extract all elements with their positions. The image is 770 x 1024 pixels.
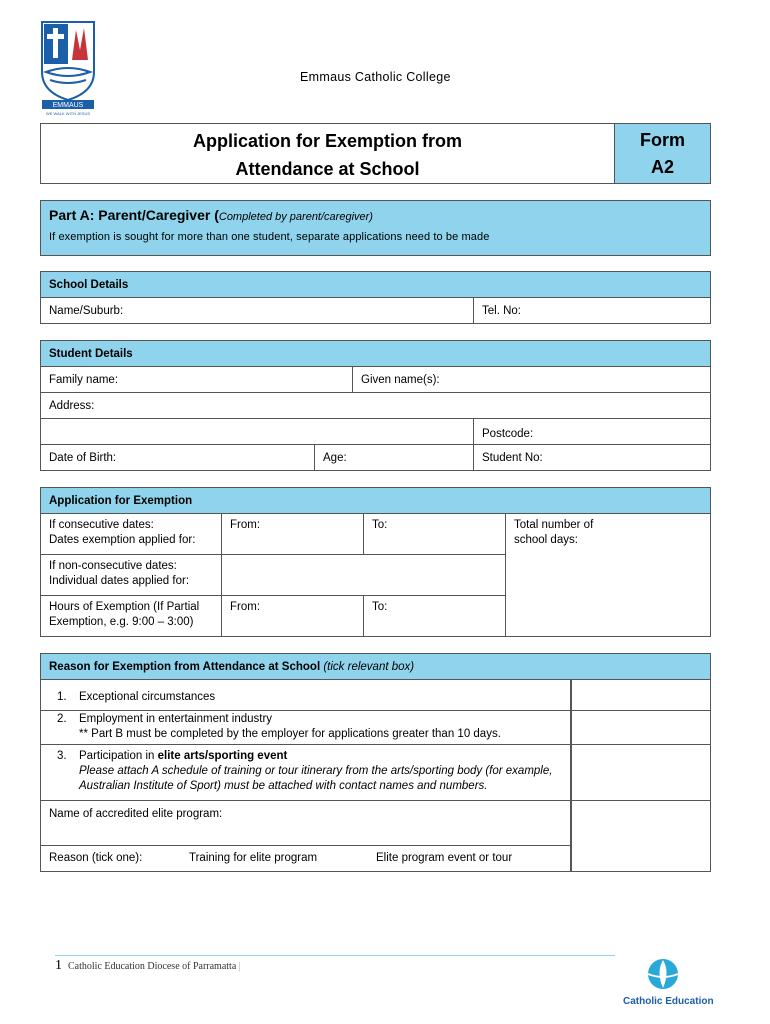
- reason-options: [40, 679, 571, 872]
- logo-banner: EMMAUS: [52, 102, 84, 109]
- form-title-line2: Attendance at School: [235, 159, 420, 179]
- form-title-line1: Application for Exemption from: [192, 131, 462, 151]
- date-of-birth-field[interactable]: Date of Birth:: [40, 444, 315, 471]
- college-name: Emmaus Catholic College: [300, 70, 451, 84]
- hours-from-field[interactable]: From:: [221, 595, 364, 637]
- address-line-2-field[interactable]: [40, 418, 474, 445]
- consecutive-dates-label: If consecutive dates: Dates exemption applied for:: [40, 513, 222, 555]
- form-code-box: [615, 124, 710, 183]
- option-training[interactable]: Training for elite program: [189, 852, 318, 864]
- given-names-field[interactable]: Given name(s):: [352, 366, 711, 393]
- reason-item-2: 2. Employment in entertainment industry ** Part B must be completed by the employer for applications greater than 10 days.: [49, 712, 501, 742]
- non-consecutive-dates-label: If non-consecutive dates: Individual dates applied for:: [40, 554, 222, 596]
- title-box: [40, 123, 711, 184]
- reason-header: Reason for Exemption from Attendance at School (tick relevant box): [40, 653, 711, 680]
- reason-item-3: 3. Participation in elite arts/sporting event Please attach A schedule of training or tour itinerary from the arts/sporting body (for example, Australian Institute of Sport) must be attached with contact names and numbers.: [57, 750, 553, 792]
- footer-divider: [55, 955, 615, 956]
- family-name-field[interactable]: Family name:: [40, 366, 353, 393]
- footer: 1 Catholic Education Diocese of Parramatta |: [55, 958, 241, 973]
- page-number: 1: [55, 958, 62, 973]
- reason-tick-row: [49, 851, 569, 866]
- consecutive-to-field[interactable]: To:: [363, 513, 506, 555]
- address-field[interactable]: Address:: [40, 392, 711, 419]
- reason-item-1: 1. Exceptional circumstances: [57, 691, 216, 703]
- tel-no-field[interactable]: Tel. No:: [473, 297, 711, 324]
- hours-of-exemption-label: Hours of Exemption (If Partial Exemption, e.g. 9:00 – 3:00): [40, 595, 222, 637]
- part-a-heading: Part A: Parent/Caregiver (Completed by parent/caregiver): [49, 207, 373, 223]
- catholic-education-logo: [618, 952, 728, 1024]
- individual-dates-field[interactable]: [221, 554, 506, 596]
- form-word: Form: [640, 130, 685, 150]
- postcode-field[interactable]: Postcode:: [473, 418, 711, 445]
- elite-program-field[interactable]: Name of accredited elite program:: [49, 808, 223, 820]
- reason-tick-label: Reason (tick one):: [49, 852, 143, 864]
- part-a-banner: [40, 200, 711, 256]
- age-field[interactable]: Age:: [314, 444, 474, 471]
- form-title: [41, 124, 615, 183]
- part-a-note: If exemption is sought for more than one student, separate applications need to be made: [49, 231, 490, 243]
- total-school-days-field[interactable]: Total number of school days:: [505, 513, 711, 637]
- hours-to-field[interactable]: To:: [363, 595, 506, 637]
- footer-text: Catholic Education Diocese of Parramatta: [68, 961, 237, 972]
- ce-logo-text: Catholic Education: [623, 996, 714, 1007]
- emmaus-logo: [40, 20, 96, 116]
- consecutive-from-field[interactable]: From:: [221, 513, 364, 555]
- application-header: Application for Exemption: [40, 487, 711, 514]
- reason-item-2-note: ** Part B must be completed by the employer for applications greater than 10 days.: [79, 728, 501, 740]
- student-details-header: Student Details: [40, 340, 711, 367]
- logo-motto: WE WALK WITH JESUS: [45, 111, 91, 116]
- name-suburb-field[interactable]: Name/Suburb:: [40, 297, 474, 324]
- school-details-header: School Details: [40, 271, 711, 298]
- form-code: A2: [650, 157, 674, 177]
- student-no-field[interactable]: Student No:: [473, 444, 711, 471]
- option-event-tour[interactable]: Elite program event or tour: [376, 852, 513, 864]
- tick-box-column[interactable]: [571, 679, 711, 872]
